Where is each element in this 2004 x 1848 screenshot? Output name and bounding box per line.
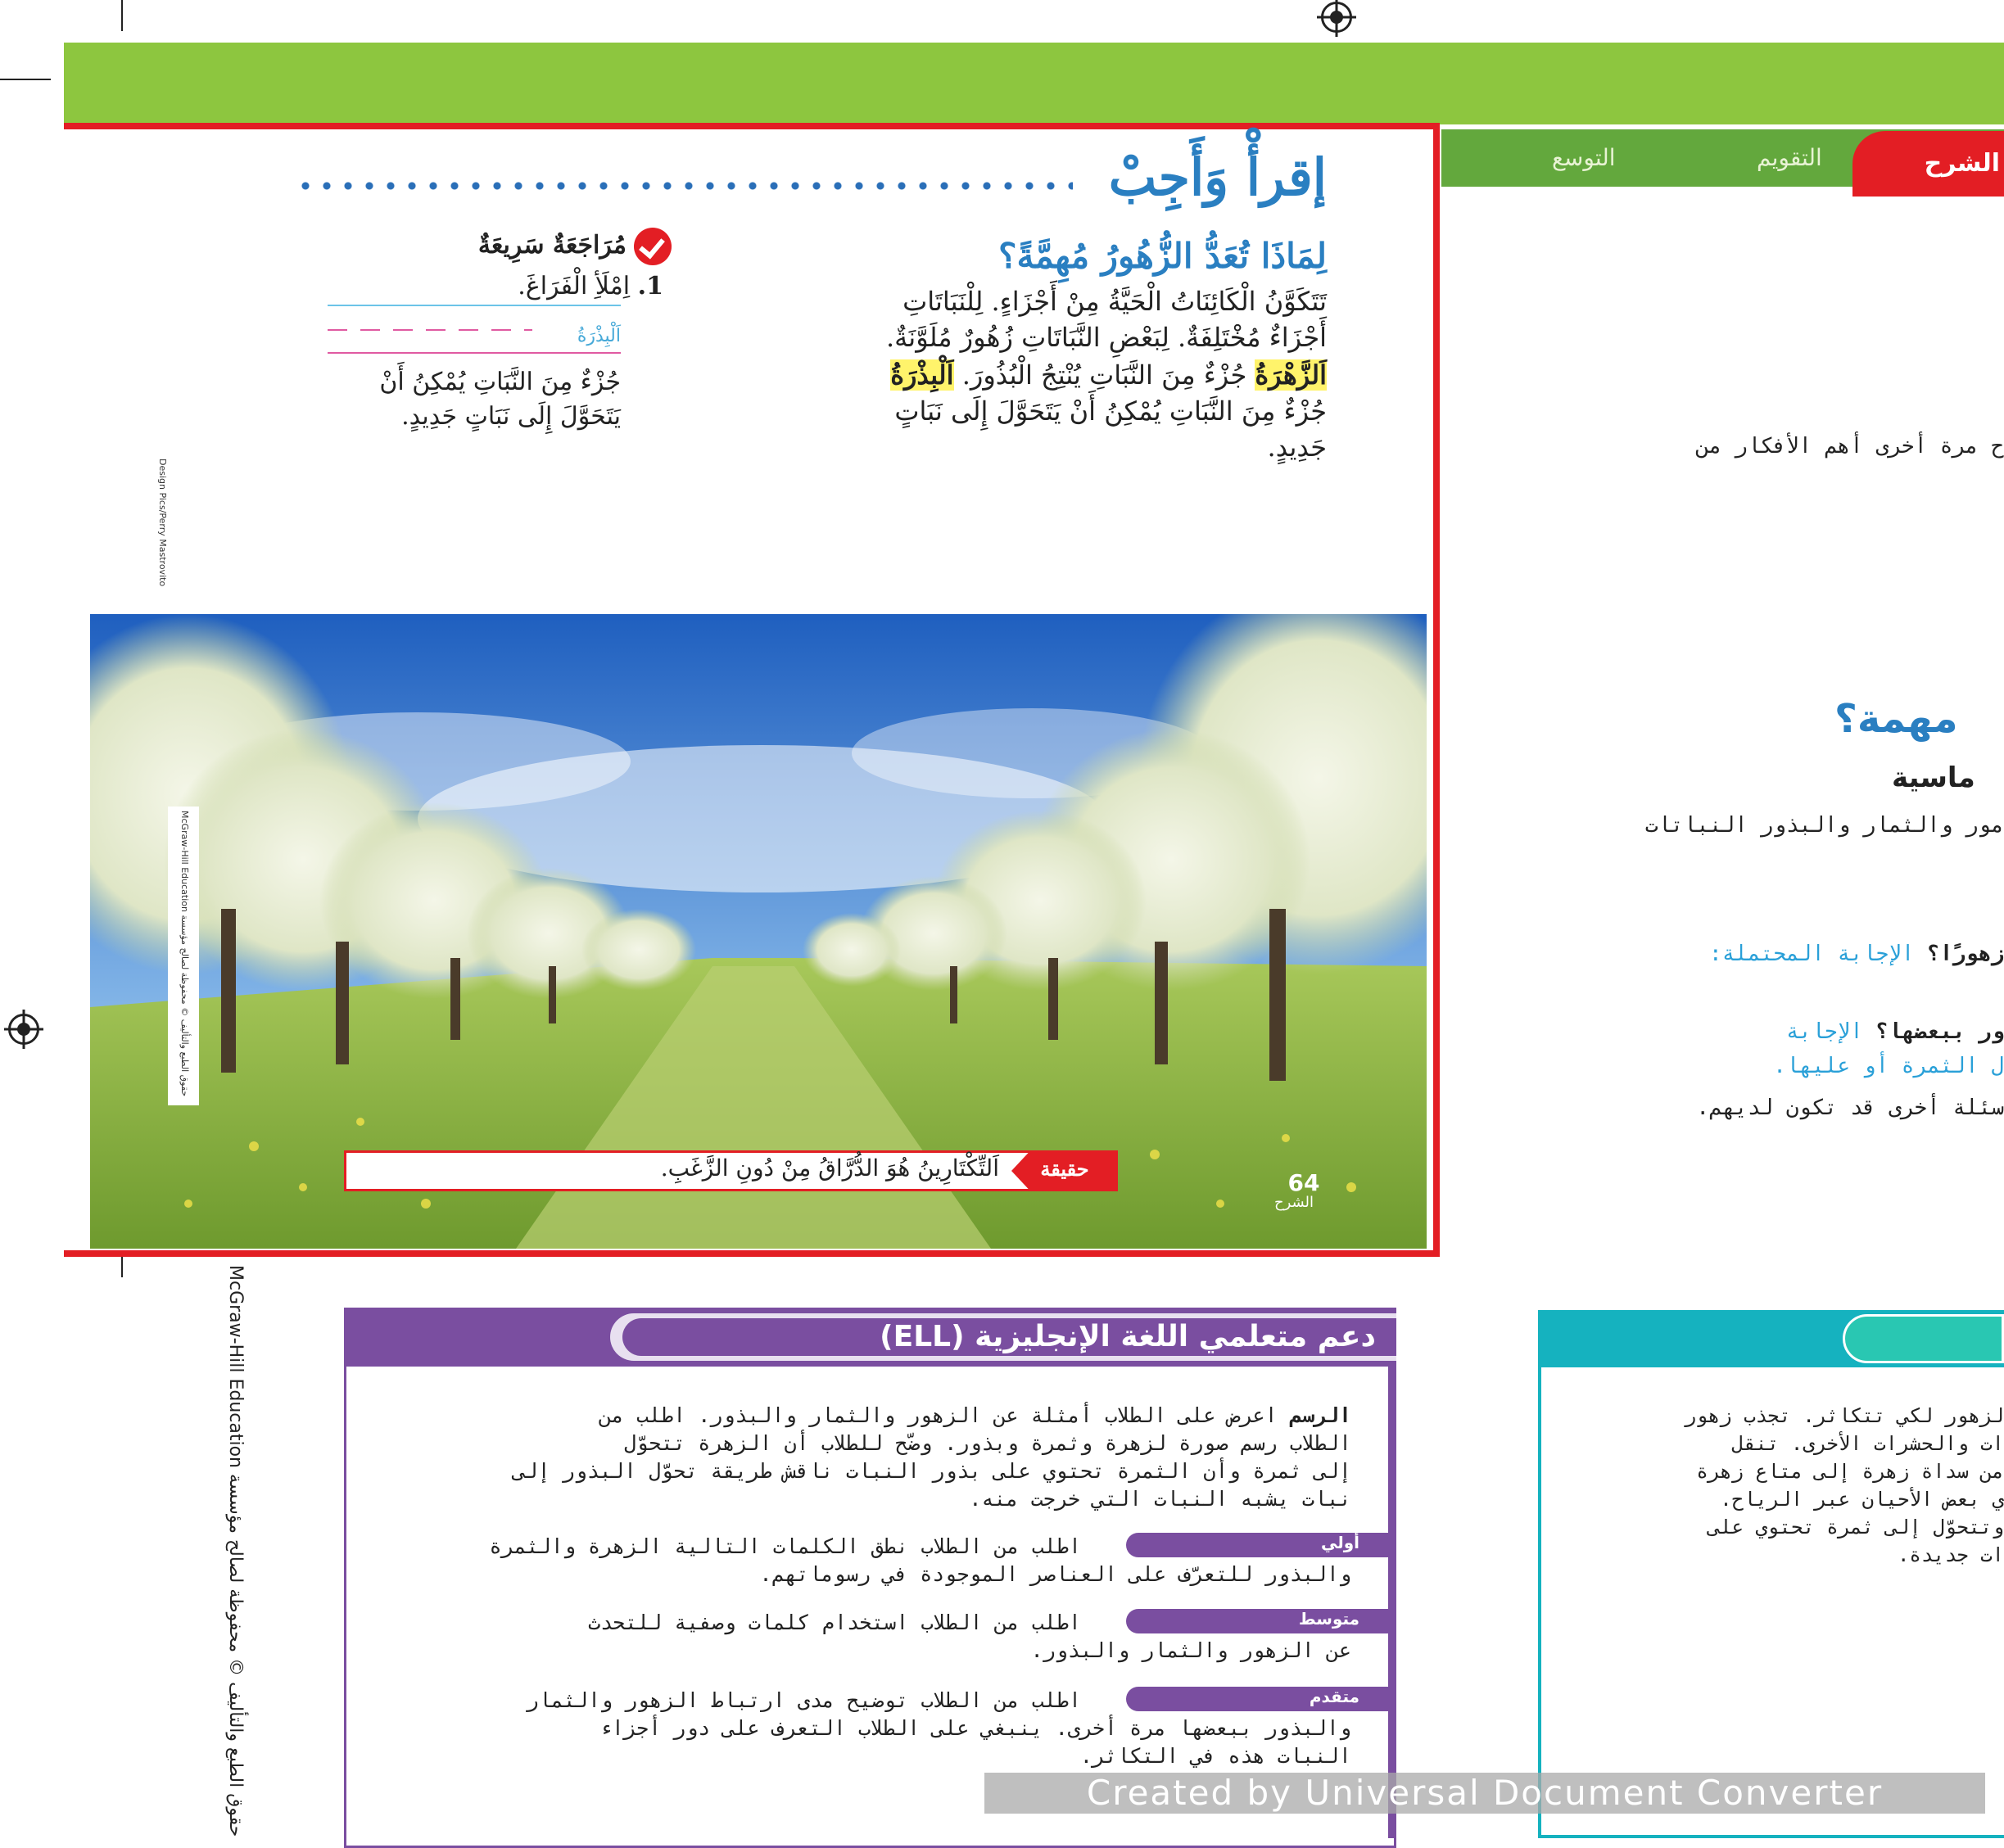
teal-text-line: ات جديدة. <box>1897 1543 2004 1566</box>
answer-label: الإجابة المحتملة: <box>1708 942 1915 966</box>
teal-box-text <box>1589 1402 2004 1569</box>
teacher-question <box>1605 942 2004 966</box>
ell-intro-line: نبات يشبه النبات التي خرجت منه. <box>969 1487 1351 1511</box>
section-heading: لِمَاذَا تُعَدُّ الزُّهُورُ مُهِمَّةً؟ <box>998 236 1327 276</box>
answer-line <box>328 352 621 354</box>
tab-extend[interactable]: التوسع <box>1552 144 1616 171</box>
crop-mark <box>121 0 123 31</box>
ell-level-label: متوسط <box>1298 1609 1359 1629</box>
ell-intro <box>352 1402 1351 1513</box>
ell-intro-line <box>352 1402 1351 1430</box>
teal-text-line: من سداة زهرة إلى متاع زهرة <box>1696 1460 2004 1483</box>
question-text: اِمْلَأِ الْفَرَاغَ. <box>518 272 631 300</box>
ell-intro-line: إلى ثمرة وأن الثمرة تحتوي على بذور النبات ناقش طريقة تحوّل البذور إلى <box>513 1459 1351 1483</box>
ell-intro-bold: الرسم <box>1289 1403 1351 1427</box>
tab-explain[interactable] <box>1852 131 2004 197</box>
quick-review-question <box>328 272 663 300</box>
title-dotted-rule <box>295 182 1073 190</box>
paragraph-line: جُزْءٌ مِنَ النَّبَاتِ يُمْكِنُ أَنْ يَتَحَوَّلَ إِلَى نَبَاتٍ <box>894 395 1327 427</box>
teal-text-line: ات والحشرات الأخرى. تنقل <box>1731 1432 2004 1455</box>
question-number: 1. <box>637 272 663 300</box>
answer-text: اَلْبِذْرَةُ <box>577 326 621 346</box>
definition-text: جُزْءٌ مِنَ النَّبَاتِ يُنْتِجُ الْبُذُورَ. <box>961 359 1247 391</box>
photo-copyright: McGraw-Hill Education حقوق الطبع والتأليف © محفوظة لصالح مؤسسة <box>179 811 190 1097</box>
teacher-answer-line: ل الثمرة أو عليها. <box>1773 1054 2004 1078</box>
crop-mark <box>0 79 51 80</box>
checkmark-icon <box>634 228 672 265</box>
paragraph-line: أَجْزَاءٌ مُخْتَلِفَةٌ. لِبَعْضِ النَّبَاتَاتِ زُهُورٌ مُلَوَّنَةٌ. <box>885 322 1327 353</box>
paragraph-line: جَدِيدٍ. <box>1267 432 1327 463</box>
question-text: زهورًا؟ <box>1927 942 2004 966</box>
teal-info-box <box>1538 1310 2004 1838</box>
copyright-vertical: McGraw-Hill Education حقوق الطبع والتأليف © محفوظة لصالح مؤسسة <box>225 1265 246 1837</box>
ell-level-label: أولي <box>1320 1533 1359 1552</box>
definition-line: يَتَحَوَّلَ إِلَى نَبَاتٍ جَدِيدٍ. <box>401 402 621 431</box>
ell-level-text <box>352 1533 1351 1588</box>
ell-level-text <box>352 1609 1351 1665</box>
intro-paragraph <box>696 283 1327 355</box>
teacher-text-line: ح مرة أخرى أهم الأفكار من <box>1696 434 2004 459</box>
ell-level-text <box>352 1687 1351 1770</box>
ell-level-line: عن الزهور والثمار والبذور. <box>1030 1638 1351 1662</box>
ell-level-line: اطلب من الطلاب استخدام كلمات وصفية للتحدث <box>587 1611 1081 1634</box>
page-number-label: الشرح <box>1273 1194 1314 1211</box>
ell-intro-text: اعرض على الطلاب أمثلة عن الزهور والثمار والبذور. اطلب من <box>599 1403 1278 1427</box>
tab-evaluate[interactable]: التقويم <box>1757 144 1822 171</box>
teal-text-line: وتتحوّل إلى ثمرة تحتوي على <box>1708 1516 2004 1538</box>
ell-side-bar <box>1388 1367 1396 1838</box>
vocab-term-flower: اَلزَّهْرَةُ <box>1255 359 1327 391</box>
answer-label: الإجابة <box>1785 1019 1863 1044</box>
teacher-subheading: ماسية <box>1892 761 1975 794</box>
paragraph-line <box>688 357 1327 393</box>
teal-text-line: ي بعض الأحيان عبر الرياح. <box>1720 1488 2004 1511</box>
fact-tag-label: حقيقة <box>1040 1157 1089 1181</box>
quick-review-definition <box>307 365 621 434</box>
teal-text-line: لزهور لكي تتكاثر. تجذب زهور <box>1684 1404 2004 1427</box>
definition-line: جُزْءٌ مِنَ النَّبَاتِ يُمْكِنُ أَنْ <box>379 368 621 396</box>
vocabulary-paragraph <box>688 357 1327 465</box>
teal-header-pill <box>1843 1314 2004 1363</box>
page-title: إقرأْ وَأَجِبْ <box>1108 147 1327 207</box>
teacher-text-line: مور والثمار والبذور النباتات <box>1644 813 2004 838</box>
photo-credit: Design Pics/Perry Mastrovito <box>157 459 168 587</box>
answer-line <box>328 305 621 306</box>
registration-mark-icon <box>8 1014 39 1045</box>
question-text: ور ببعضها؟ <box>1875 1019 2004 1044</box>
ell-level-label: متقدم <box>1309 1687 1359 1706</box>
page-number: 64 <box>1287 1169 1320 1196</box>
paragraph-line: تَتَكَوَّنُ الْكَائِنَاتُ الْحَيَّةُ مِنْ أَجْزَاءٍ. لِلْنَبَاتَاتِ <box>902 286 1327 317</box>
teacher-text-line: سئلة أخرى قد تكون لديهم. <box>1696 1096 2004 1120</box>
registration-mark-icon <box>1321 2 1352 33</box>
ell-level-line: اطلب من الطلاب توضيح مدى ارتباط الزهور والثمار <box>526 1688 1081 1712</box>
ell-level-line: والبذور للتعرّف على العناصر الموجودة في رسوماتهم. <box>759 1562 1351 1586</box>
ell-title: دعم متعلمي اللغة الإنجليزية (ELL) <box>880 1320 1376 1353</box>
ell-level-line: اطلب من الطلاب نطق الكلمات التالية الزهرة والثمرة <box>489 1534 1081 1558</box>
ell-level-line: النبات هذه في التكاثر. <box>1079 1744 1351 1768</box>
vocab-term-seed: اَلْبِذْرَةُ <box>890 359 954 391</box>
watermark: Created by Universal Document Converter <box>984 1773 1985 1814</box>
ell-intro-line: الطلاب رسم صورة لزهرة وثمرة وبذور. وضّح للطلاب أن الزهرة تتحوّل <box>623 1431 1351 1455</box>
ell-level-line: والبذور ببعضها مرة أخرى. ينبغي على الطلاب التعرف على دور أجزاء <box>599 1716 1351 1740</box>
teacher-question <box>1703 1019 2004 1044</box>
tab-explain-label: الشرح <box>1924 149 2000 178</box>
quick-review-title: مُرَاجَعَةٌ سَرِيعَةٌ <box>477 231 627 260</box>
fact-text: اَلتِّكْتَارِينُ هُوَ الدُّرَّاقُ مِنْ دُونِ الزَّغَبِ. <box>660 1154 999 1182</box>
header-band <box>64 43 2004 124</box>
teacher-heading: مهمة؟ <box>1834 696 1958 742</box>
